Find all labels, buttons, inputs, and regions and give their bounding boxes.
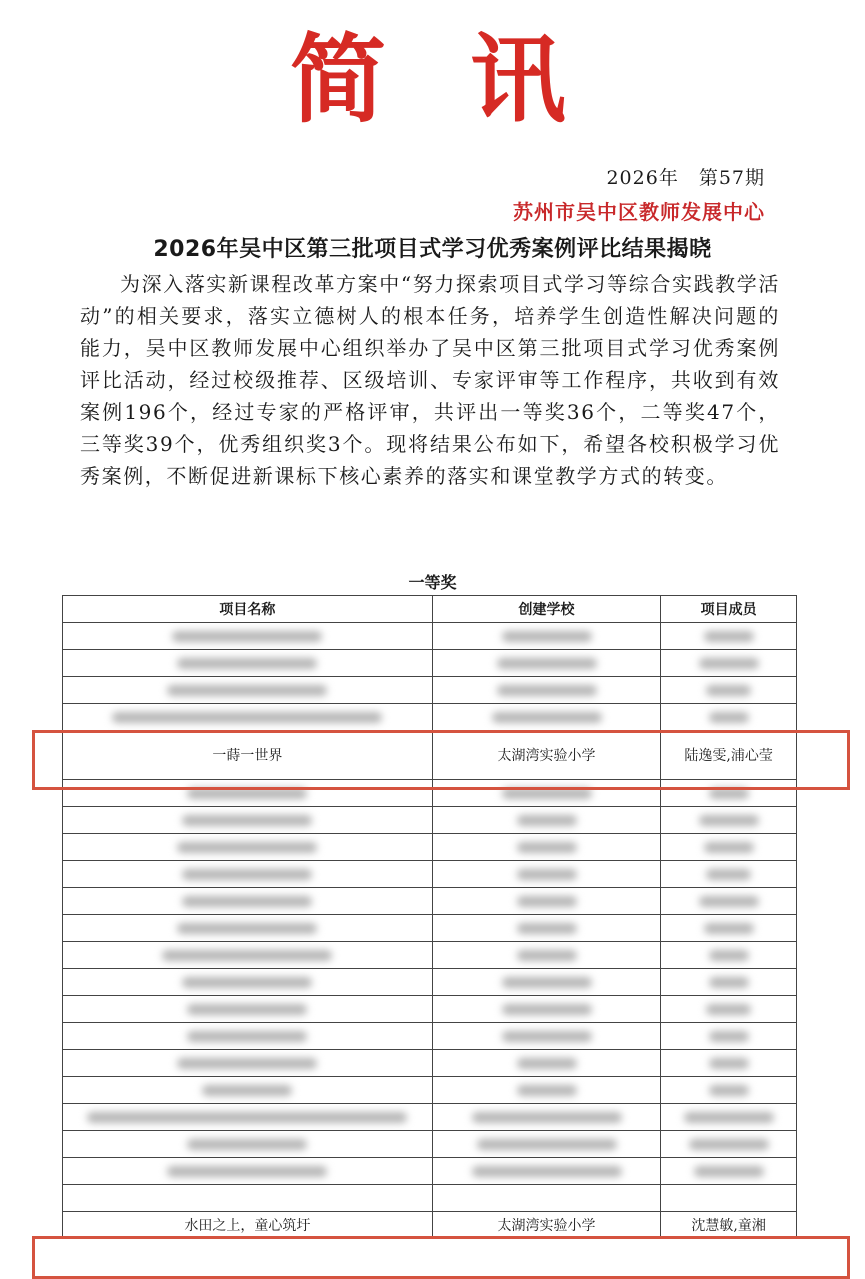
table-row-blurred — [63, 1104, 797, 1131]
highlight-box — [32, 1236, 850, 1279]
table-row-blurred — [63, 650, 797, 677]
header-school: 创建学校 — [432, 596, 660, 623]
table-row-blurred — [63, 834, 797, 861]
table-row-blurred — [63, 942, 797, 969]
award-level-title: 一等奖 — [408, 573, 457, 592]
member-names: 沈慧敏,童湘 — [661, 1212, 797, 1239]
table-row-blurred — [63, 623, 797, 650]
school-name: 太湖湾实验小学 — [432, 731, 660, 780]
table-row-blurred — [63, 996, 797, 1023]
article-headline: 2026年吴中区第三批项目式学习优秀案例评比结果揭晓 — [153, 237, 712, 262]
highlight-box — [32, 730, 850, 790]
project-name: 一蒔一世界 — [63, 731, 433, 780]
issuing-organization: 苏州市吴中区教师发展中心 — [513, 200, 765, 224]
masthead — [0, 20, 865, 140]
table-row-blurred — [63, 1131, 797, 1158]
table-row-blurred — [63, 969, 797, 996]
issue-number: 2026年 第57期 — [606, 167, 765, 189]
table-header-row — [63, 596, 797, 623]
table-row-blurred — [63, 915, 797, 942]
table-row-blurred — [63, 1077, 797, 1104]
table-row-blurred — [63, 1185, 797, 1212]
header-members: 项目成员 — [661, 596, 797, 623]
table-row-blurred — [63, 888, 797, 915]
table-row-blurred — [63, 677, 797, 704]
school-name: 太湖湾实验小学 — [432, 1212, 660, 1239]
table-row-blurred — [63, 1158, 797, 1185]
header-project-name: 项目名称 — [63, 596, 433, 623]
award-table — [62, 595, 797, 1239]
project-name: 水田之上，童心筑圩 — [63, 1212, 433, 1239]
table-row-highlighted — [63, 1212, 797, 1239]
table-row-blurred — [63, 1023, 797, 1050]
table-row-blurred — [63, 807, 797, 834]
article-body: 为深入落实新课程改革方案中“努力探索项目式学习等综合实践教学活动”的相关要求，落实立德树人的根本任务，培养学生创造性解决问题的能力，吴中区教师发展中心组织举办了吴中区第三批项目式学习优秀案例评比活动，经过校级推荐、区级培训、专家评审等工作程序，共收到有效案例196个，经过专家的严格评审，共评出一等奖36个，二等奖47个，三等奖39个，优秀组织奖3个。现将结果公布如下，希望各校积极学习优秀案例，不断促进新课标下核心素养的落实和课堂教学方式的转变。 — [80, 272, 780, 488]
masthead-char-2: 讯 — [470, 23, 566, 136]
table-row-blurred — [63, 1050, 797, 1077]
table-row-blurred — [63, 861, 797, 888]
member-names: 陆逸雯,浦心莹 — [661, 731, 797, 780]
table-row-blurred — [63, 704, 797, 731]
masthead-char-1: 简 — [290, 23, 386, 136]
